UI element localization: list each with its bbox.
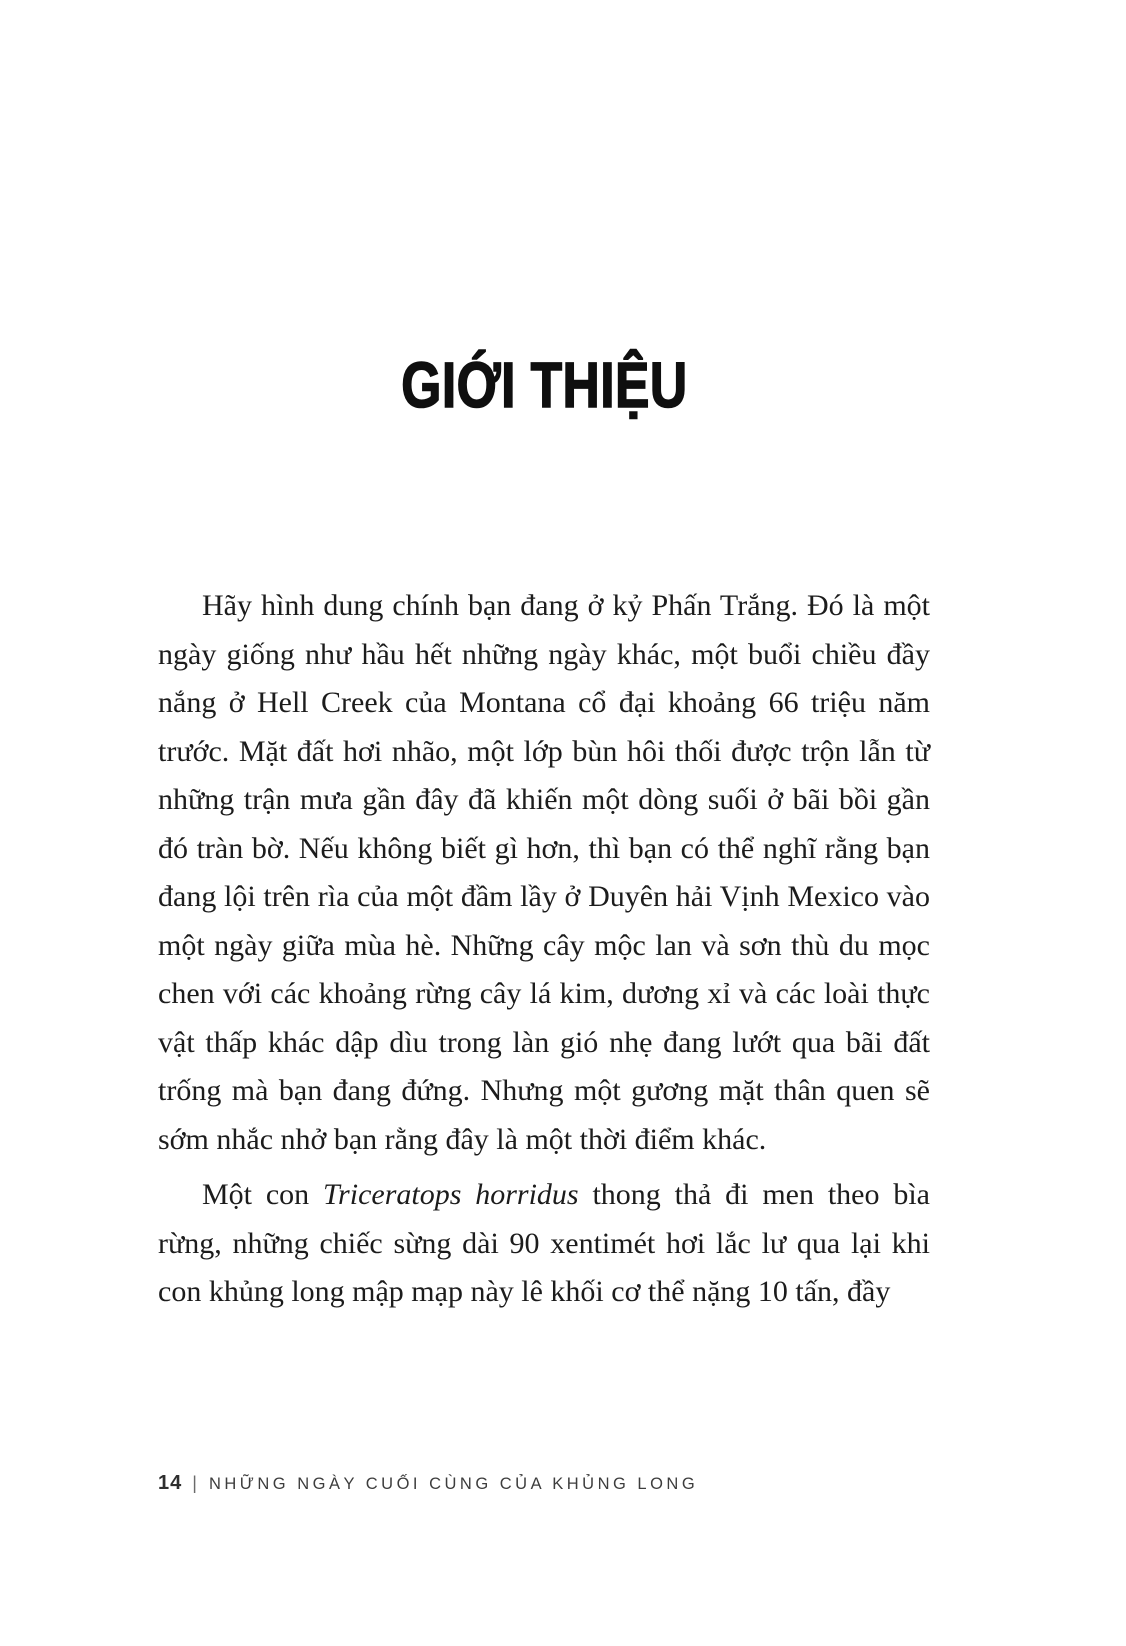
- chapter-heading: [158, 0, 930, 420]
- paragraph-2-lead: Một con: [202, 1178, 324, 1211]
- footer-separator: |: [192, 1473, 197, 1493]
- page-footer: [158, 1472, 698, 1495]
- paragraph-1: Hãy hình dung chính bạn đang ở kỷ Phấn Trắng. Đó là một ngày giống như hầu hết những ngày khác, một buổi chiều đầy nắng ở Hell Creek của Montana cổ đại khoảng 66 triệu năm trước. Mặt đất hơi nhão, một lớp bùn hôi thối được trộn lẫn từ những trận mưa gần đây đã khiến một dòng suối ở bãi bồi gần đó tràn bờ. Nếu không biết gì hơn, thì bạn có thể nghĩ rằng bạn đang lội trên rìa của một đầm lầy ở Duyên hải Vịnh Mexico vào một ngày giữa mùa hè. Những cây mộc lan và sơn thù du mọc chen với các khoảng rừng cây lá kim, dương xỉ và các loài thực vật thấp khác dập dìu trong làn gió nhẹ đang lướt qua bãi đất trống mà bạn đang đứng. Nhưng một gương mặt thân quen sẽ sớm nhắc nhở bạn rằng đây là một thời điểm khác.: [158, 589, 930, 1156]
- paragraph-2: [158, 1171, 930, 1317]
- page-number: 14: [158, 1472, 183, 1494]
- species-name: Triceratops horridus: [323, 1178, 579, 1211]
- body-text: [158, 582, 930, 1317]
- book-title: NHỮNG NGÀY CUỐI CÙNG CỦA KHỦNG LONG: [208, 1475, 699, 1493]
- chapter-heading-text: GIỚI THIỆU: [400, 349, 688, 421]
- paragraph-2-rest: thong thả đi men theo bìa rừng, những chiếc sừng dài 90 xentimét hơi lắc lư qua lại khi con khủng long mập mạp này lê khối cơ thể nặng 10 tấn, đầy: [158, 1178, 930, 1308]
